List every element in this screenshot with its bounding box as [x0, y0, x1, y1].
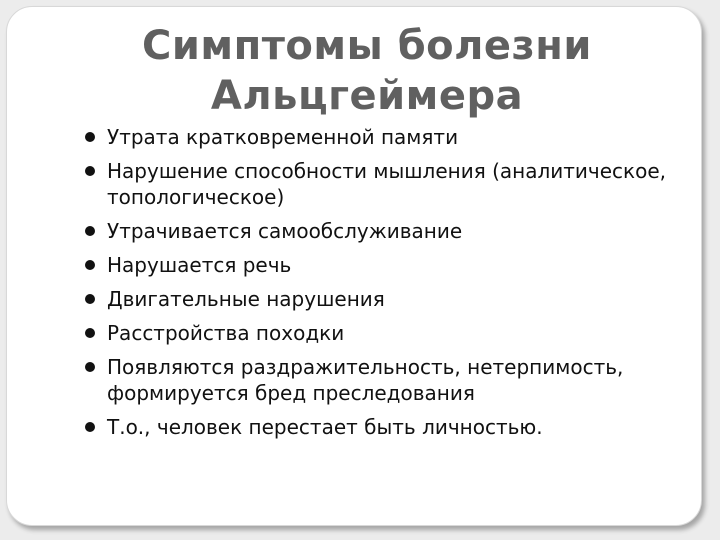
list-item	[83, 218, 683, 244]
bullet-text: Утрата кратковременной памяти	[107, 125, 459, 149]
bullet-icon	[85, 328, 95, 338]
list-item	[83, 158, 683, 210]
title-line-2: Альцгеймера	[210, 73, 524, 119]
list-item	[83, 286, 683, 312]
list-item	[83, 252, 683, 278]
bullet-text: Утрачивается самообслуживание	[107, 219, 463, 243]
bullet-icon	[85, 422, 95, 432]
bullet-text: Т.о., человек перестает быть личностью.	[107, 415, 543, 439]
list-item	[83, 414, 683, 440]
bullet-text: Двигательные нарушения	[107, 287, 385, 311]
bullet-icon	[85, 362, 95, 372]
bullet-text: Расстройства походки	[107, 321, 345, 345]
list-item	[83, 354, 683, 406]
title-line-1: Симптомы болезни	[142, 23, 592, 69]
bullet-icon	[85, 226, 95, 236]
bullet-text: Нарушение способности мышления (аналитическое, топологическое)	[107, 159, 667, 209]
slide-card	[6, 6, 702, 526]
bullet-icon	[85, 132, 95, 142]
bullet-icon	[85, 260, 95, 270]
bullet-icon	[85, 294, 95, 304]
list-item	[83, 124, 683, 150]
page-title	[67, 21, 667, 121]
bullet-list	[83, 124, 683, 448]
list-item	[83, 320, 683, 346]
bullet-icon	[85, 166, 95, 176]
bullet-text: Нарушается речь	[107, 253, 292, 277]
bullet-text: Появляются раздражительность, нетерпимость, формируется бред преследования	[107, 355, 624, 405]
